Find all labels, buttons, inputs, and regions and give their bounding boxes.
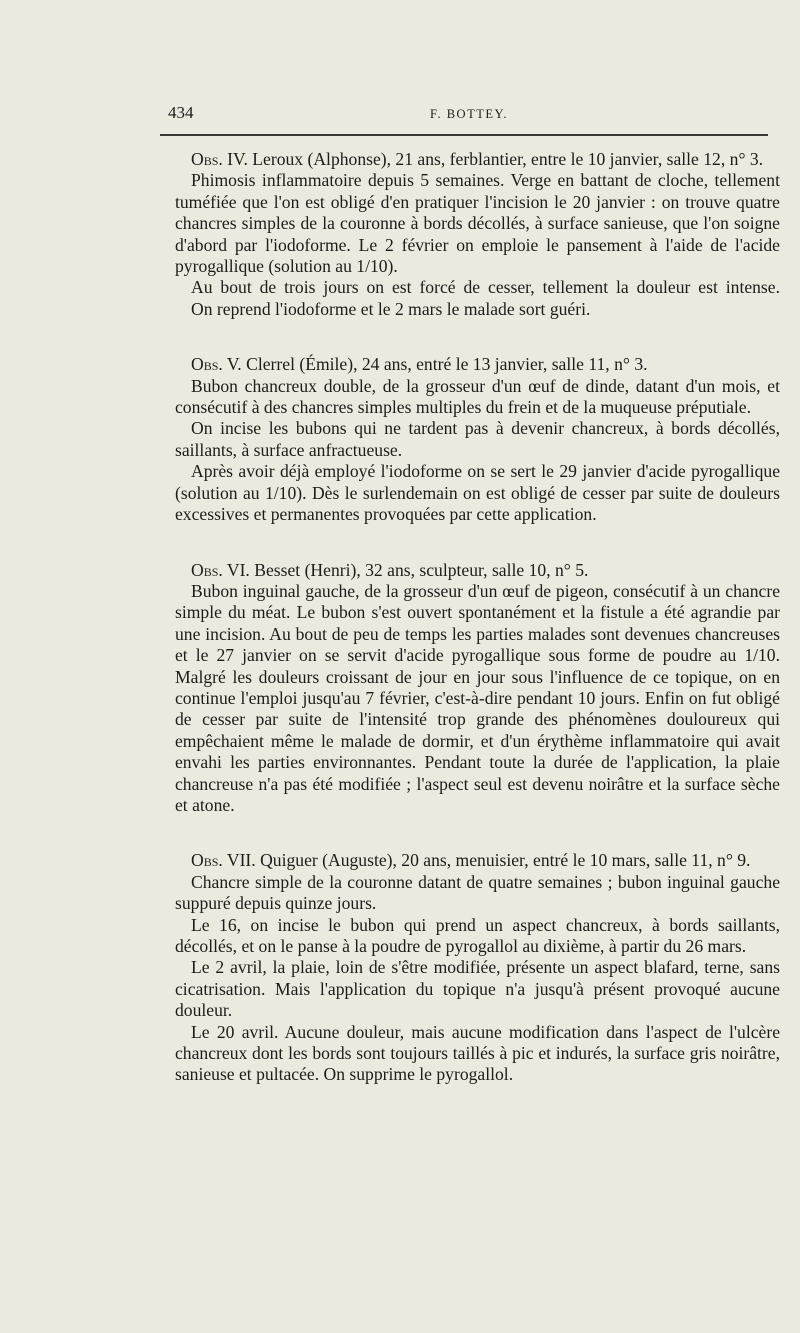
page-number: 434	[168, 103, 194, 122]
paragraph: Le 20 avril. Aucune douleur, mais aucune modification dans l'aspect de l'ulcère chancreux dont les bords sont toujours taillés à pic et indurés, la surface gris noirâtre, sanieuse et pultacée. On supprime le pyrogallol.	[175, 1021, 780, 1085]
observation-head-text: Leroux (Alphonse), 21 ans, ferblantier, entre le 10 janvier, salle 12, n° 3.	[252, 149, 764, 169]
observation-heading	[175, 354, 780, 375]
paragraph: Bubon inguinal gauche, de la grosseur d'un œuf de pigeon, consécutif à un chancre simple du méat. Le bubon s'est ouvert spontanément et la fistule a été agrandie par une incision. Au bout de peu de temps les parties malades sont devenues chancreuses et le 27 janvier on se servit d'acide pyrogallique sous forme de poudre au 1/10. Malgré les douleurs croissant de jour en jour sous l'influence de ce topique, on en continue l'emploi jusqu'au 7 février, c'est-à-dire pendant 10 jours. Enfin on fut obligé de cesser par suite de l'intensité trop grande des phénomènes douloureux qui empêchaient même le malade de dormir, et d'un érythème inflammatoire qui avait envahi les parties environnantes. Pendant toute la durée de l'application, la plaie chancreuse n'a pas été modifiée ; l'aspect seul est devenu noirâtre et la surface sèche et atone.	[175, 580, 780, 815]
observation-heading	[175, 850, 780, 871]
observation-label: Obs. V.	[191, 354, 242, 375]
paragraph: Phimosis inflammatoire depuis 5 semaines. Verge en battant de cloche, tellement tuméfiée que l'on est obligé d'en pratiquer l'incision le 20 janvier : on trouve quatre chancres simples de la couronne à bords décollés, à surface sanieuse, que l'on soigne d'abord par l'iodoforme. Le 2 février on emploie le pansement à l'aide de l'acide pyrogallique (solution au 1/10).	[175, 170, 780, 277]
paragraph: Le 2 avril, la plaie, loin de s'être modifiée, présente un aspect blafard, terne, sans cicatrisation. Mais l'application du topique n'a jusqu'à présent provoqué aucune douleur.	[175, 957, 780, 1021]
observation-6	[175, 560, 780, 817]
paragraph: On reprend l'iodoforme et le 2 mars le malade sort guéri.	[191, 298, 591, 319]
observation-4	[175, 149, 780, 320]
header-rule	[160, 134, 768, 136]
page-header	[168, 101, 780, 125]
observation-7	[175, 850, 780, 1085]
observation-label: Obs. VII.	[191, 850, 256, 871]
observation-head-text: Besset (Henri), 32 ans, sculpteur, salle 10, n° 5.	[254, 559, 589, 580]
observation-heading	[175, 560, 780, 581]
paragraph: Après avoir déjà employé l'iodoforme on se sert le 29 janvier d'acide pyrogallique (solution au 1/10). Dès le surlendemain on est obligé de cesser par suite de douleurs excessives et permanentes provoquées par cette application.	[175, 461, 780, 525]
body-text	[175, 149, 780, 1120]
paragraph: Chancre simple de la couronne datant de quatre semaines ; bubon inguinal gauche suppuré depuis quinze jours.	[175, 871, 780, 914]
observation-head-text: Clerrel (Émile), 24 ans, entré le 13 janvier, salle 11, n° 3.	[246, 354, 648, 375]
paragraph: Bubon chancreux double, de la grosseur d'un œuf de dinde, datant d'un mois, et consécutif à des chancres simples multiples du frein et de la muqueuse préputiale.	[175, 375, 780, 418]
observation-5	[175, 354, 780, 525]
observation-label: Obs. IV.	[191, 149, 248, 169]
observation-label: Obs. VI.	[191, 559, 250, 580]
observation-head-text: Quiguer (Auguste), 20 ans, menuisier, entré le 10 mars, salle 11, n° 9.	[260, 850, 751, 871]
paragraph: On incise les bubons qui ne tardent pas à devenir chancreux, à bords décollés, saillants, à surface anfractueuse.	[175, 418, 780, 460]
paragraph: Au bout de trois jours on est forcé de cesser, tellement la douleur est intense.	[191, 277, 780, 298]
running-title: F. BOTTEY.	[430, 107, 509, 121]
observation-heading	[175, 149, 780, 170]
paragraph: Le 16, on incise le bubon qui prend un aspect chancreux, à bords saillants, décollés, et on le panse à la poudre de pyrogallol au dixième, à partir du 26 mars.	[175, 914, 780, 956]
